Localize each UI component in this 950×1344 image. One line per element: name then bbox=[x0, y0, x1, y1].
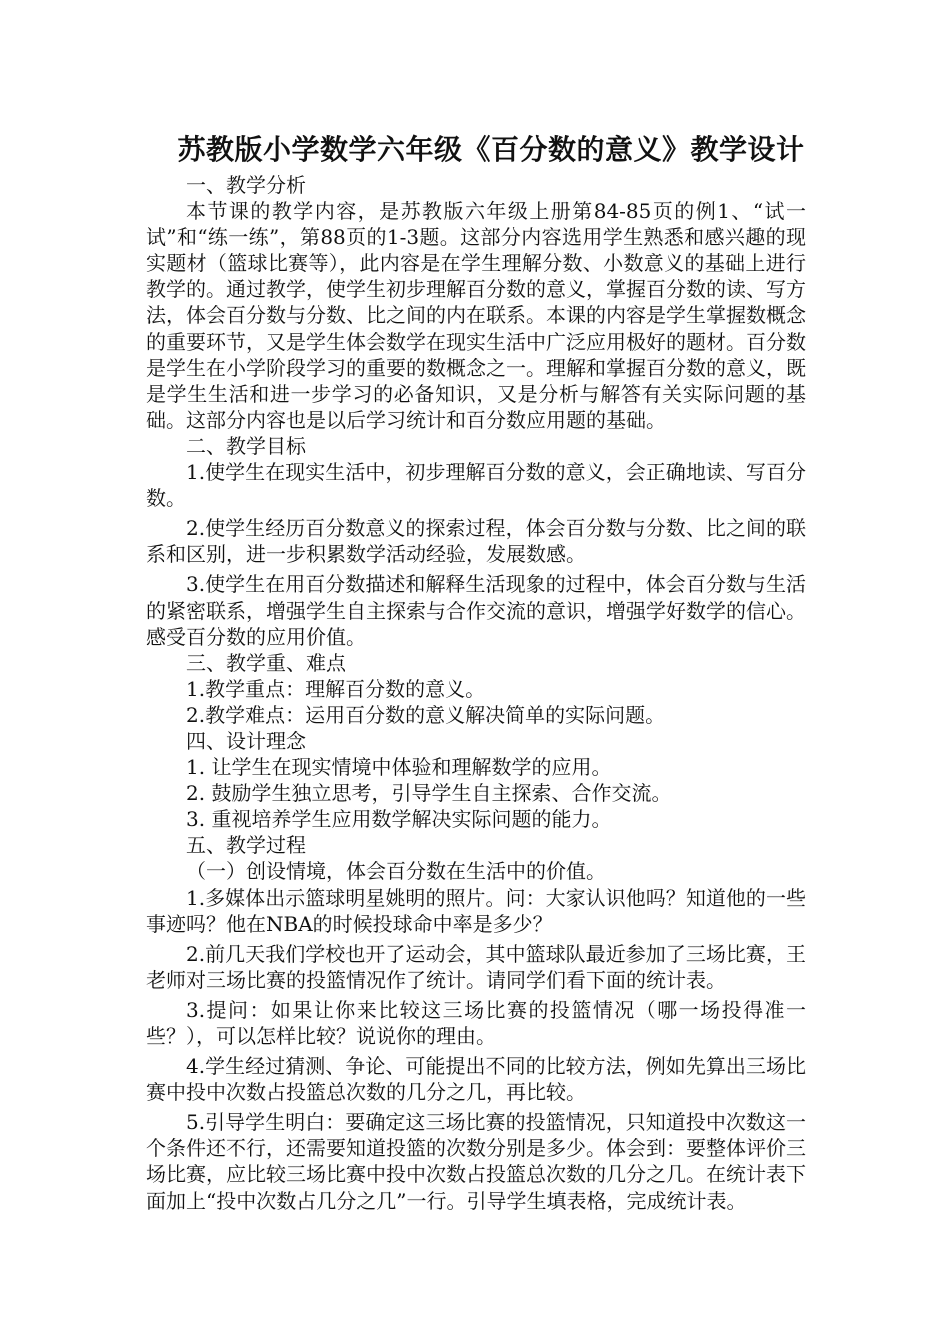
process-item-3: 3.提问：如果让你来比较这三场比赛的投篮情况（哪一场投得准一些？），可以怎样比较？说说你的理由。 bbox=[146, 997, 806, 1048]
concept-item-1: 1. 让学生在现实情境中体验和理解数学的应用。 bbox=[186, 755, 612, 780]
process-item-1: 1.多媒体出示篮球明星姚明的照片。问：大家认识他吗？知道他的一些事迹吗？他在NBA的时候投球命中率是多少？ bbox=[146, 885, 806, 936]
section-heading-goals: 二、教学目标 bbox=[186, 433, 306, 458]
goal-item-1: 1.使学生在现实生活中，初步理解百分数的意义，会正确地读、写百分数。 bbox=[146, 460, 806, 511]
process-item-4: 4.学生经过猜测、争论、可能提出不同的比较方法，例如先算出三场比赛中投中次数占投篮总次数的几分之几，再比较。 bbox=[146, 1054, 806, 1105]
section-heading-analysis: 一、教学分析 bbox=[186, 173, 306, 197]
process-item-2: 2.前几天我们学校也开了运动会，其中篮球队最近参加了三场比赛，王老师对三场比赛的投篮情况作了统计。请同学们看下面的统计表。 bbox=[146, 941, 806, 992]
goal-item-3: 3.使学生在用百分数描述和解释生活现象的过程中，体会百分数与生活的紧密联系，增强学生自主探索与合作交流的意识，增强学好数学的信心。感受百分数的应用价值。 bbox=[146, 572, 806, 649]
section-heading-key-points: 三、教学重、难点 bbox=[186, 650, 346, 675]
concept-item-3: 3. 重视培养学生应用数学解决实际问题的能力。 bbox=[186, 807, 612, 832]
key-point-item-1: 1.教学重点：理解百分数的意义。 bbox=[186, 676, 486, 701]
process-item-5: 5.引导学生明白：要确定这三场比赛的投篮情况，只知道投中次数这一个条件还不行，还需要知道投篮的次数分别是多少。体会到：要整体评价三场比赛，应比较三场比赛中投中次数占投篮总次数的几分之几。在统计表下面加上“投中次数占几分之几”一行。引导学生填表格，完成统计表。 bbox=[146, 1110, 806, 1213]
concept-item-2: 2. 鼓励学生独立思考，引导学生自主探索、合作交流。 bbox=[186, 781, 672, 806]
section-heading-concept: 四、设计理念 bbox=[186, 728, 306, 753]
process-subheading: （一）创设情境，体会百分数在生活中的价值。 bbox=[186, 859, 606, 884]
document-title: 苏教版小学数学六年级《百分数的意义》教学设计 bbox=[177, 133, 805, 166]
section-heading-process: 五、教学过程 bbox=[186, 833, 306, 858]
analysis-paragraph: 本节课的教学内容，是苏教版六年级上册第84-85页的例1、“试一试”和“练一练”，第88页的1-3题。这部分内容选用学生熟悉和感兴趣的现实题材（篮球比赛等），此内容是在学生理解分数、小数意义的基础上进行教学的。通过教学，使学生初步理解百分数的意义，掌握百分数的读、写方法，体会百分数与分数、比之间的内在联系。本课的内容是学生掌握数概念的重要环节，又是学生体会数学在现实生活中广泛应用极好的题材。百分数是学生在小学阶段学习的重要的数概念之一。理解和掌握百分数的意义，既是学生生活和进一步学习的必备知识，又是分析与解答有关实际问题的基础。这部分内容也是以后学习统计和百分数应用题的基础。 bbox=[146, 199, 806, 432]
goal-item-2: 2.使学生经历百分数意义的探索过程，体会百分数与分数、比之间的联系和区别，进一步积累数学活动经验，发展数感。 bbox=[146, 516, 806, 567]
key-point-item-2: 2.教学难点：运用百分数的意义解决简单的实际问题。 bbox=[186, 702, 666, 727]
document-body bbox=[146, 172, 806, 1214]
